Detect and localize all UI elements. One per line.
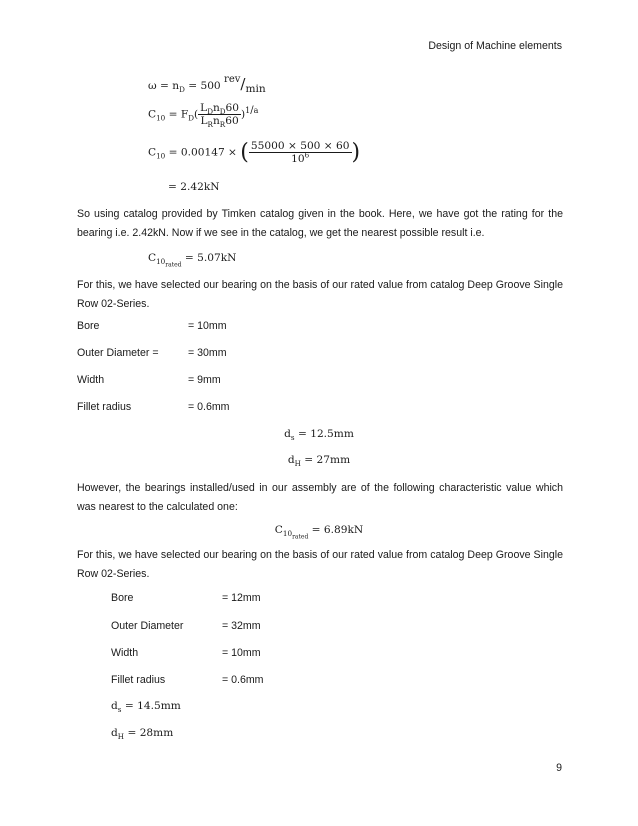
spec-label-fillet-radius-2: Fillet radius [111, 674, 166, 686]
spec-label-bore-2: Bore [111, 592, 134, 604]
spec-value-fillet-radius-2: = 0.6mm [222, 674, 264, 686]
paragraph-selection-1: For this, we have selected our bearing on the basis of our rated value from catalog Deep Groove Single Row 02-Series. [77, 279, 563, 310]
equation-result: = 2.42kN [168, 181, 220, 193]
equation-ds-1: $d_s = 12.5mm$ [284, 428, 354, 443]
spec-label-width-2: Width [111, 647, 139, 659]
equation-c10-rated-2: $C_{10_{rated}} = 6.89kN$ [274, 524, 364, 541]
equation-dh-1: $d_H = 27mm$ [287, 454, 351, 469]
fraction-revolutions: $\frac{55000 \times 500 \times 60}{10^6}$ [250, 140, 350, 165]
spec-value-bore-2: = 12mm [222, 592, 261, 604]
spec-label-outer-diameter-1: Outer Diameter = [77, 347, 159, 359]
equation-dh-2: $d_H = 28mm$ [111, 727, 174, 742]
spec-label-width-1: Width [77, 374, 105, 386]
spec-value-width-1: = 9mm [188, 374, 221, 386]
equation-omega: $\omega = n_D = 500$ $^{rev}$/min [148, 74, 266, 95]
page-number: 9 [556, 762, 562, 774]
spec-value-width-2: = 10mm [222, 647, 261, 659]
equation-c10-value: $C_{10} = 0.00147$ × ( $\frac{55000 \times 500 \times 60}{10^6}$ ) [148, 140, 361, 165]
spec-label-fillet-radius-1: Fillet radius [77, 401, 132, 413]
spec-value-outer-diameter-2: = 32mm [222, 620, 261, 632]
equation-c10-rated-1: $C_{10_{rated}} = 5.07kN$ [148, 252, 237, 269]
paragraph-installed: However, the bearings installed/used in our assembly are of the following characteristic value which was nearest to the calculated one: [77, 482, 563, 513]
paragraph-selection-2: For this, we have selected our bearing on the basis of our rated value from catalog Deep Groove Single Row 02-Series. [77, 549, 563, 580]
running-header: Design of Machine elements [428, 40, 562, 52]
equation-ds-2: $d_s = 14.5mm$ [111, 700, 181, 715]
spec-value-fillet-radius-1: = 0.6mm [188, 401, 230, 413]
spec-value-bore-1: = 10mm [188, 320, 227, 332]
spec-label-outer-diameter-2: Outer Diameter [111, 620, 184, 632]
spec-value-outer-diameter-1: = 30mm [188, 347, 227, 359]
spec-label-bore-1: Bore [77, 320, 100, 332]
equation-c10-formula: $C_{10} = F_D$( $\frac{L_Dn_D60}{L_Rn_R60}$ )$^{1/a}$ [148, 102, 259, 130]
paragraph-catalog: So using catalog provided by Timken catalog given in the book. Here, we have got the rating for the bearing i.e. 2.42kN. Now if we see in the catalog, we get the nearest possible result i.e. [77, 208, 563, 239]
fraction-life: $\frac{L_Dn_D60}{L_Rn_R60}$ [200, 102, 240, 130]
